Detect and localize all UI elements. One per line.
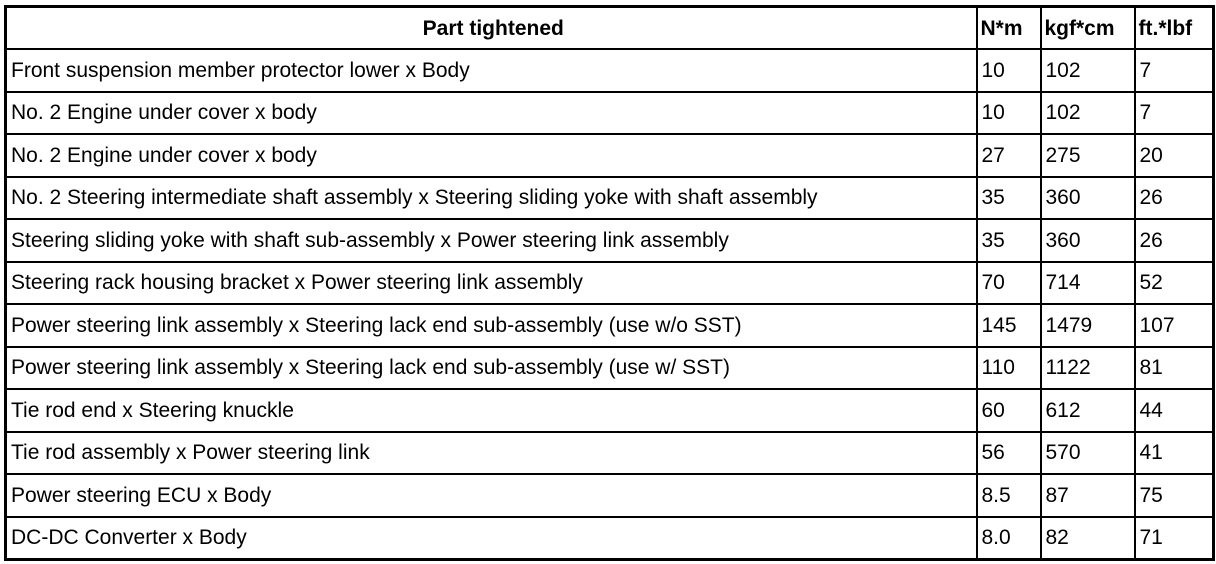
part-cell: Power steering ECU x Body bbox=[6, 474, 977, 517]
ft-cell: 20 bbox=[1135, 134, 1214, 177]
ft-cell: 41 bbox=[1135, 432, 1214, 475]
nm-cell: 56 bbox=[977, 432, 1041, 475]
kgf-cell: 360 bbox=[1041, 177, 1135, 220]
kgf-cell: 360 bbox=[1041, 219, 1135, 262]
kgf-cell: 714 bbox=[1041, 262, 1135, 305]
part-cell: Front suspension member protector lower x Body bbox=[6, 49, 977, 92]
kgf-cell: 102 bbox=[1041, 92, 1135, 135]
table-row bbox=[6, 347, 1214, 390]
ft-cell: 81 bbox=[1135, 347, 1214, 390]
ft-cell: 107 bbox=[1135, 304, 1214, 347]
part-cell: Steering rack housing bracket x Power steering link assembly bbox=[6, 262, 977, 305]
part-cell: No. 2 Steering intermediate shaft assembly x Steering sliding yoke with shaft assembly bbox=[6, 177, 977, 220]
table-row bbox=[6, 474, 1214, 517]
table-row bbox=[6, 92, 1214, 135]
kgf-cell: 1479 bbox=[1041, 304, 1135, 347]
kgf-cell: 275 bbox=[1041, 134, 1135, 177]
ft-cell: 44 bbox=[1135, 389, 1214, 432]
header-ft-lbf: ft.*lbf bbox=[1135, 7, 1214, 50]
torque-spec-table bbox=[4, 5, 1215, 561]
table-row bbox=[6, 432, 1214, 475]
kgf-cell: 87 bbox=[1041, 474, 1135, 517]
part-cell: DC-DC Converter x Body bbox=[6, 517, 977, 560]
header-part-tightened: Part tightened bbox=[6, 7, 977, 50]
part-cell: Tie rod end x Steering knuckle bbox=[6, 389, 977, 432]
nm-cell: 60 bbox=[977, 389, 1041, 432]
table-row bbox=[6, 177, 1214, 220]
ft-cell: 26 bbox=[1135, 219, 1214, 262]
table-row bbox=[6, 49, 1214, 92]
table-row bbox=[6, 389, 1214, 432]
ft-cell: 7 bbox=[1135, 49, 1214, 92]
kgf-cell: 102 bbox=[1041, 49, 1135, 92]
ft-cell: 52 bbox=[1135, 262, 1214, 305]
nm-cell: 145 bbox=[977, 304, 1041, 347]
ft-cell: 26 bbox=[1135, 177, 1214, 220]
nm-cell: 27 bbox=[977, 134, 1041, 177]
torque-spec-sheet bbox=[4, 5, 1212, 558]
table-row bbox=[6, 517, 1214, 560]
nm-cell: 8.0 bbox=[977, 517, 1041, 560]
nm-cell: 35 bbox=[977, 219, 1041, 262]
part-cell: No. 2 Engine under cover x body bbox=[6, 134, 977, 177]
nm-cell: 70 bbox=[977, 262, 1041, 305]
part-cell: Tie rod assembly x Power steering link bbox=[6, 432, 977, 475]
kgf-cell: 82 bbox=[1041, 517, 1135, 560]
nm-cell: 35 bbox=[977, 177, 1041, 220]
ft-cell: 71 bbox=[1135, 517, 1214, 560]
kgf-cell: 570 bbox=[1041, 432, 1135, 475]
header-row bbox=[6, 7, 1214, 50]
ft-cell: 7 bbox=[1135, 92, 1214, 135]
table-row bbox=[6, 304, 1214, 347]
ft-cell: 75 bbox=[1135, 474, 1214, 517]
header-kgf-cm: kgf*cm bbox=[1041, 7, 1135, 50]
part-cell: Power steering link assembly x Steering lack end sub-assembly (use w/ SST) bbox=[6, 347, 977, 390]
table-row bbox=[6, 262, 1214, 305]
nm-cell: 10 bbox=[977, 92, 1041, 135]
nm-cell: 10 bbox=[977, 49, 1041, 92]
kgf-cell: 612 bbox=[1041, 389, 1135, 432]
nm-cell: 8.5 bbox=[977, 474, 1041, 517]
kgf-cell: 1122 bbox=[1041, 347, 1135, 390]
table-row bbox=[6, 134, 1214, 177]
part-cell: No. 2 Engine under cover x body bbox=[6, 92, 977, 135]
part-cell: Steering sliding yoke with shaft sub-assembly x Power steering link assembly bbox=[6, 219, 977, 262]
header-newton-meter: N*m bbox=[977, 7, 1041, 50]
part-cell: Power steering link assembly x Steering lack end sub-assembly (use w/o SST) bbox=[6, 304, 977, 347]
nm-cell: 110 bbox=[977, 347, 1041, 390]
table-row bbox=[6, 219, 1214, 262]
